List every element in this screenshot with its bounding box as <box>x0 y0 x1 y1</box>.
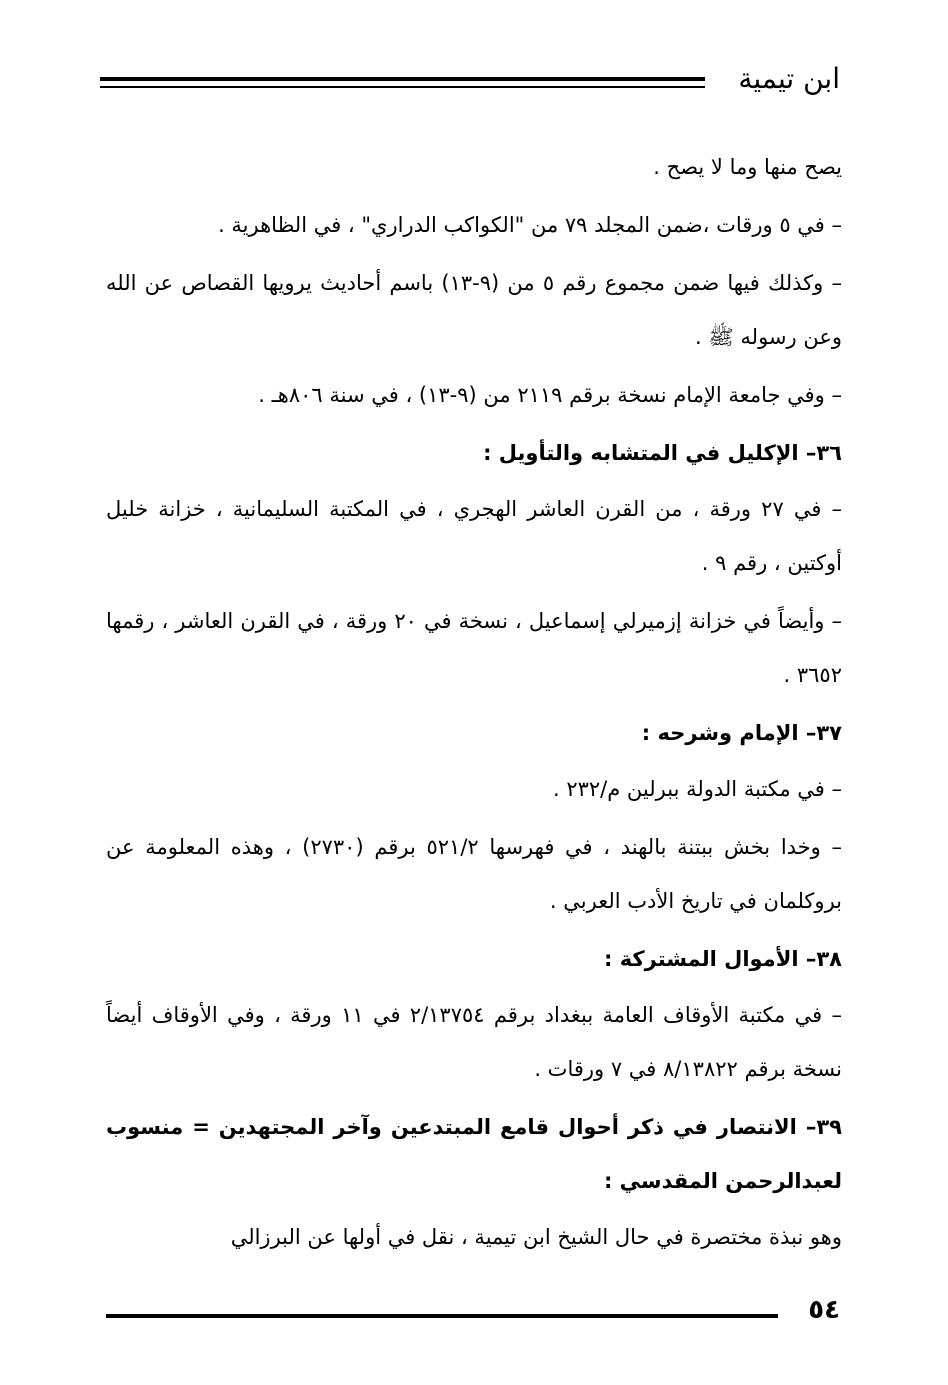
body-text: – وفي جامعة الإمام نسخة برقم ٢١١٩ من (٩-١٣) ، في سنة ٨٠٦هـ . <box>258 383 842 407</box>
page-body <box>106 140 842 1268</box>
body-text: – في مكتبة الأوقاف العامة ببغداد برقم ٢/١٣٧٥٤ في ١١ ورقة ، وفي الأوقاف أيضاً نسخة برقم ٨/١٣٨٢٢ في ٧ ورقات . <box>106 1003 842 1081</box>
body-text: وهو نبذة مختصرة في حال الشيخ ابن تيمية ، نقل في أولها عن البرزالي <box>230 1225 842 1249</box>
running-title: ابن تيمية <box>738 62 840 95</box>
section-heading: ٣٦– الإكليل في المتشابه والتأويل : <box>483 441 842 465</box>
section-heading: ٣٨– الأموال المشتركة : <box>603 947 842 971</box>
body-text: يصح منها وما لا يصح . <box>653 155 842 179</box>
body-text: – وخدا بخش ببتنة بالهند ، في فهرسها ٥٢١/٢ برقم (٢٧٣٠) ، وهذه المعلومة عن بروكلمان في تاريخ الأدب العربي . <box>106 835 842 913</box>
page-number: ٥٤ <box>808 1295 840 1325</box>
body-text: – في ٢٧ ورقة ، من القرن العاشر الهجري ، في المكتبة السليمانية ، خزانة خليل أوكتين ، رقم ٩ . <box>106 497 842 575</box>
body-text: – وأيضاً في خزانة إزميرلي إسماعيل ، نسخة في ٢٠ ورقة ، في القرن العاشر ، رقمها ٣٦٥٢ . <box>106 609 842 687</box>
body-text: – في مكتبة الدولة ببرلين م/٢٣٢ . <box>552 777 842 801</box>
body-text: – وكذلك فيها ضمن مجموع رقم ٥ من (٩-١٣) باسم أحاديث يرويها القصاص عن الله وعن رسوله ﷺ . <box>106 271 843 349</box>
body-text: – في ٥ ورقات ،ضمن المجلد ٧٩ من "الكواكب الدراري" ، في الظاهرية . <box>218 213 842 237</box>
section-heading: ٣٧– الإمام وشرحه : <box>641 721 842 745</box>
section-heading: ٣٩– الانتصار في ذكر أحوال قامع المبتدعين وآخر المجتهدين = منسوب لعبدالرحمن المقدسي : <box>106 1115 842 1193</box>
footer-rule <box>106 1314 778 1318</box>
header-rule <box>100 77 705 88</box>
running-header <box>100 55 840 103</box>
page-footer <box>106 1290 840 1330</box>
